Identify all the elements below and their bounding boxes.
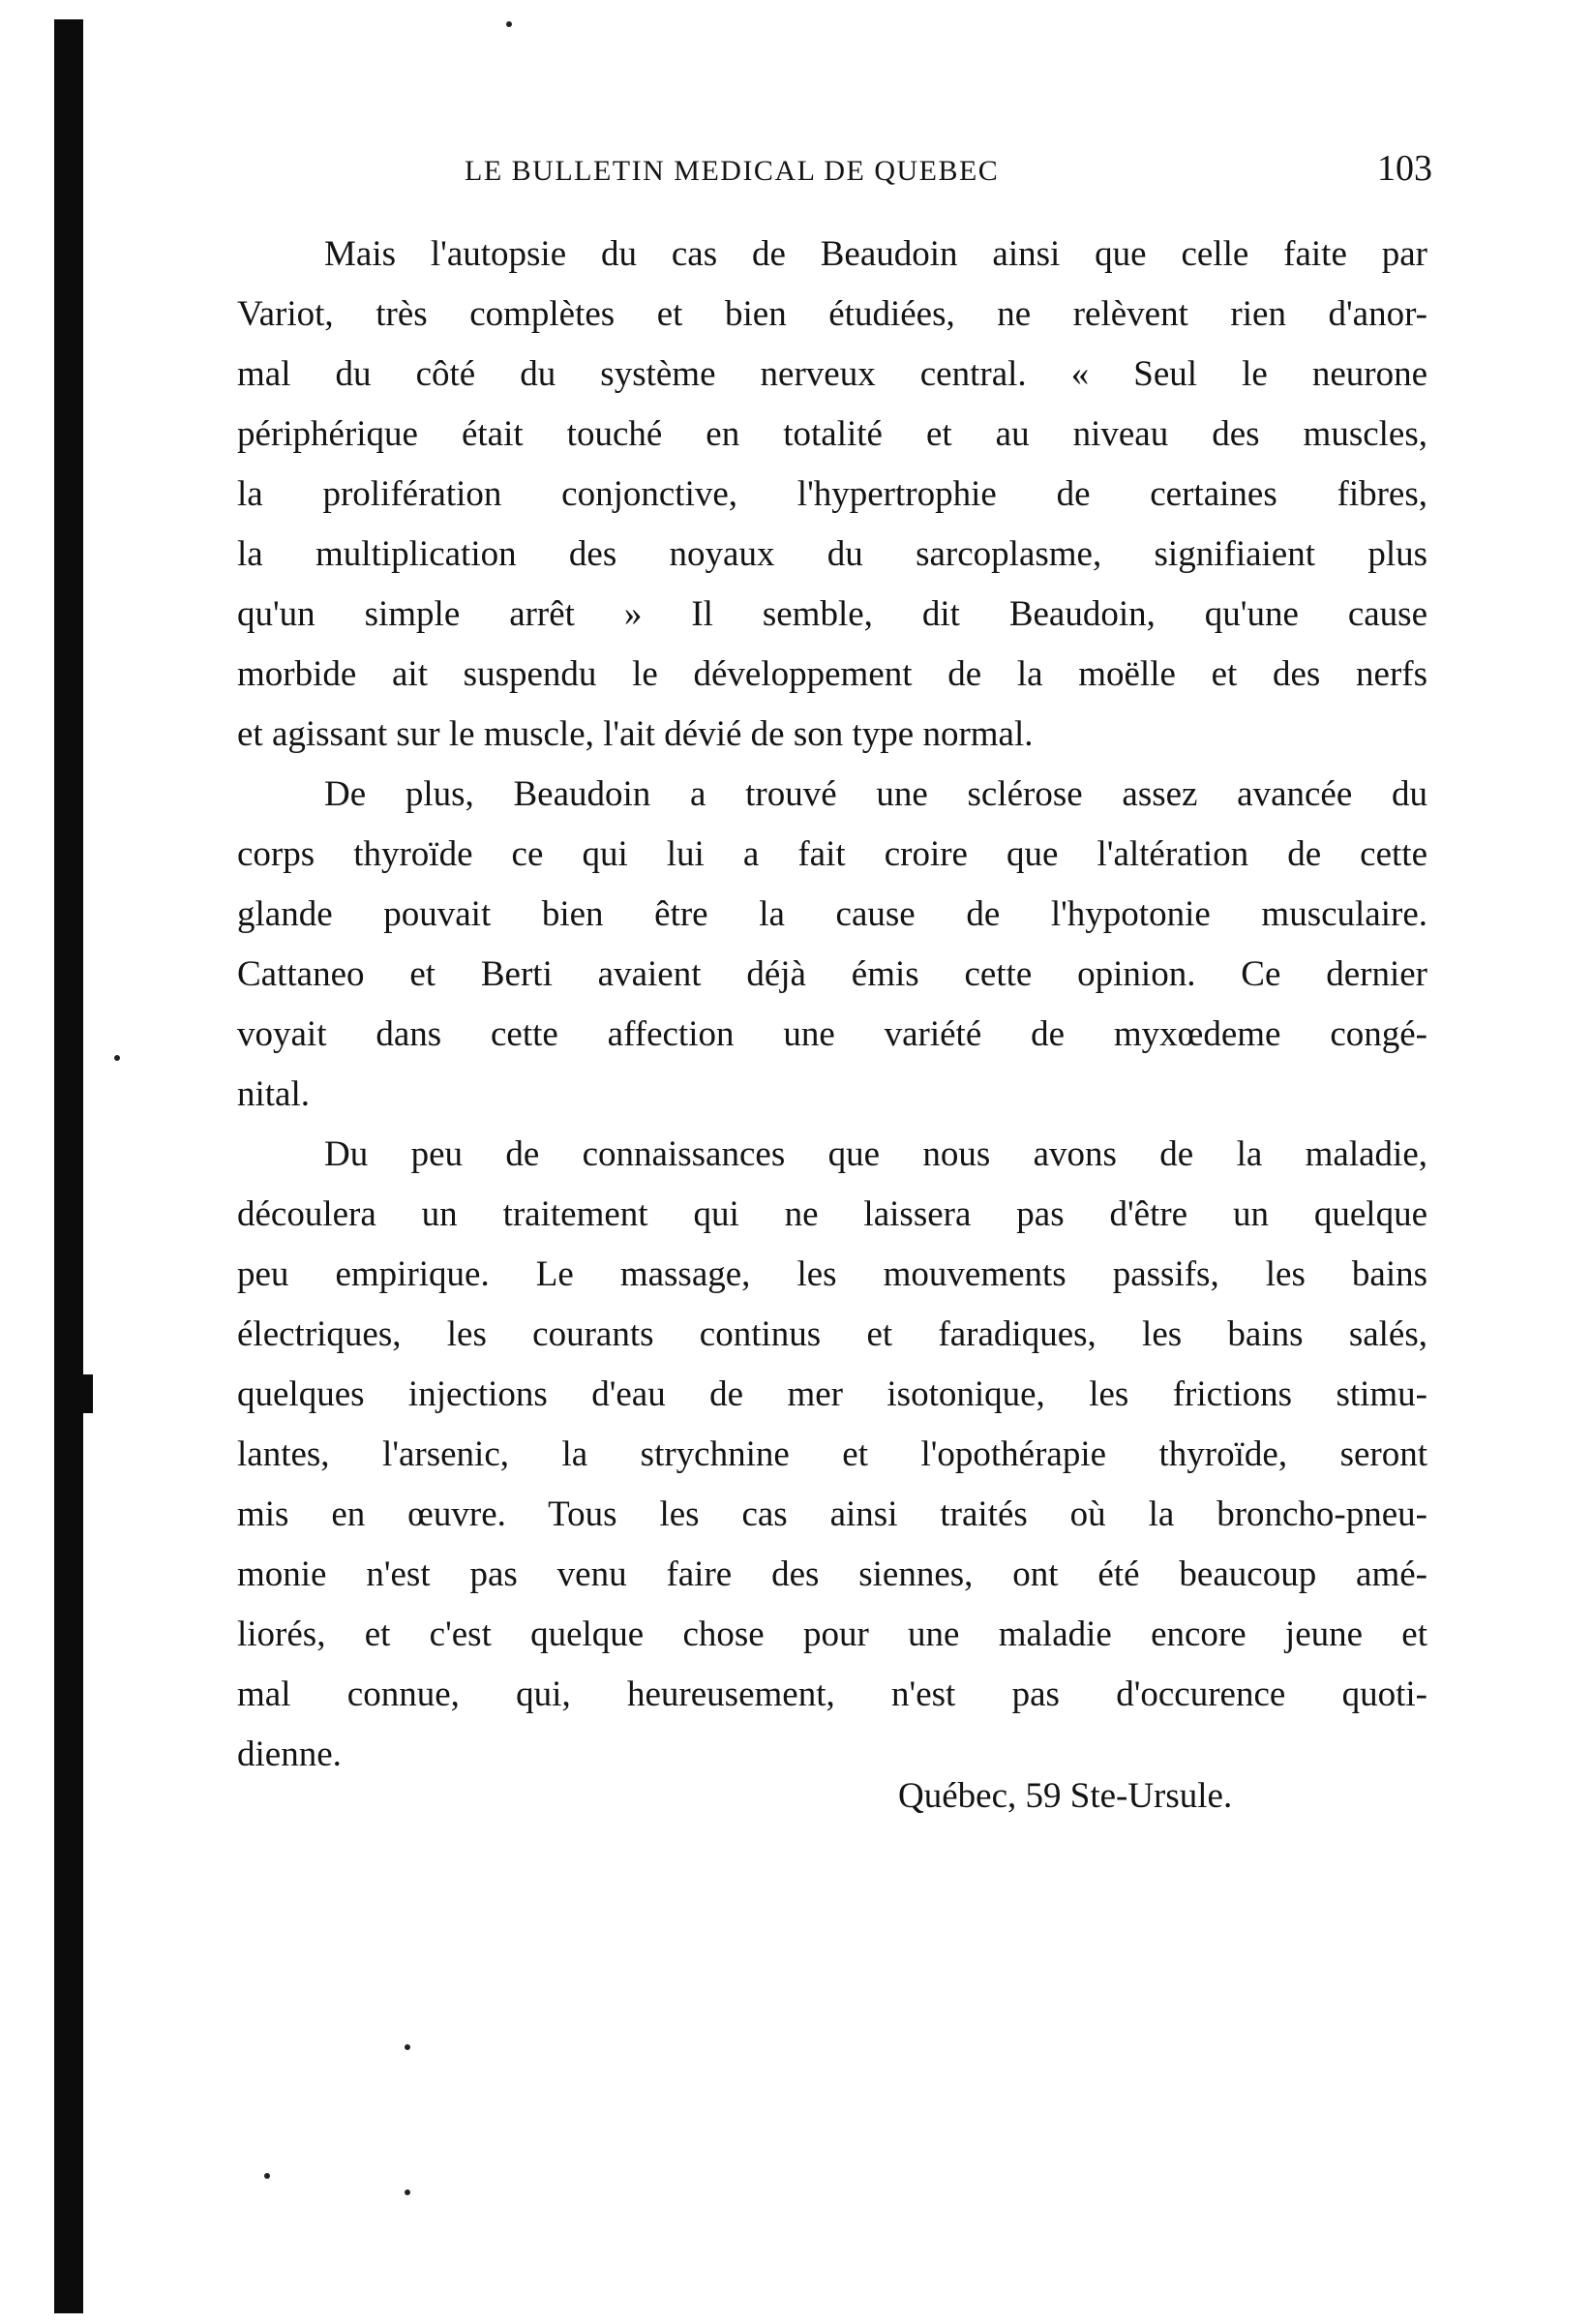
text-line: nital.: [237, 1074, 311, 1114]
text-line: dienne.: [237, 1735, 342, 1774]
signature-address: Québec, 59 Ste-Ursule.: [898, 1776, 1233, 1816]
paragraph-3: [237, 1125, 1427, 1785]
text-line: électriques, les courants continus et faradiques, les bains salés,: [237, 1314, 1427, 1354]
text-line: voyait dans cette affection une variété de myxœdeme congé-: [237, 1014, 1427, 1054]
text-line: Cattaneo et Berti avaient déjà émis cette opinion. Ce dernier: [237, 954, 1427, 994]
scan-speck: [114, 1055, 120, 1061]
text-line: et agissant sur le muscle, l'ait dévié de son type normal.: [237, 714, 1034, 754]
text-line: mis en œuvre. Tous les cas ainsi traités où la broncho-pneu-: [237, 1494, 1427, 1534]
article-body: [237, 225, 1427, 1785]
scan-edge-bar: [54, 19, 83, 2313]
text-line: qu'un simple arrêt » Il semble, dit Beaudoin, qu'une cause: [237, 594, 1427, 634]
text-line: peu empirique. Le massage, les mouvements passifs, les bains: [237, 1254, 1427, 1294]
text-line: De plus, Beaudoin a trouvé une sclérose assez avancée du: [324, 774, 1427, 814]
text-line: périphérique était touché en totalité et au niveau des muscles,: [237, 414, 1427, 454]
text-line: liorés, et c'est quelque chose pour une maladie encore jeune et: [237, 1615, 1427, 1654]
paragraph-1: [237, 225, 1427, 765]
page-header: [465, 147, 1432, 197]
text-line: monie n'est pas venu faire des siennes, ont été beaucoup amé-: [237, 1554, 1427, 1594]
paragraph-2: [237, 765, 1427, 1125]
text-line: quelques injections d'eau de mer isotonique, les frictions stimu-: [237, 1374, 1427, 1414]
text-line: glande pouvait bien être la cause de l'hypotonie musculaire.: [237, 894, 1427, 934]
scan-edge-notch: [83, 1374, 93, 1413]
scan-speck: [405, 2044, 410, 2050]
scan-speck: [264, 2173, 270, 2179]
page-number: 103: [1377, 148, 1432, 189]
text-line: Mais l'autopsie du cas de Beaudoin ainsi que celle faite par: [324, 234, 1427, 274]
text-line: mal du côté du système nerveux central. « Seul le neurone: [237, 354, 1427, 394]
text-line: mal connue, qui, heureusement, n'est pas d'occurence quoti-: [237, 1675, 1427, 1714]
text-line: Variot, très complètes et bien étudiées, ne relèvent rien d'anor-: [237, 294, 1427, 334]
scan-speck: [405, 2189, 410, 2195]
text-line: Du peu de connaissances que nous avons de la maladie,: [324, 1134, 1427, 1174]
text-line: découlera un traitement qui ne laissera pas d'être un quelque: [237, 1194, 1427, 1234]
text-line: la prolifération conjonctive, l'hypertrophie de certaines fibres,: [237, 474, 1427, 514]
text-line: morbide ait suspendu le développement de la moëlle et des nerfs: [237, 654, 1427, 694]
running-title: LE BULLETIN MEDICAL DE QUEBEC: [465, 155, 1000, 187]
text-line: la multiplication des noyaux du sarcoplasme, signifiaient plus: [237, 534, 1427, 574]
scan-speck: [506, 21, 512, 27]
text-line: lantes, l'arsenic, la strychnine et l'opothérapie thyroïde, seront: [237, 1434, 1427, 1474]
text-line: corps thyroïde ce qui lui a fait croire que l'altération de cette: [237, 834, 1427, 874]
